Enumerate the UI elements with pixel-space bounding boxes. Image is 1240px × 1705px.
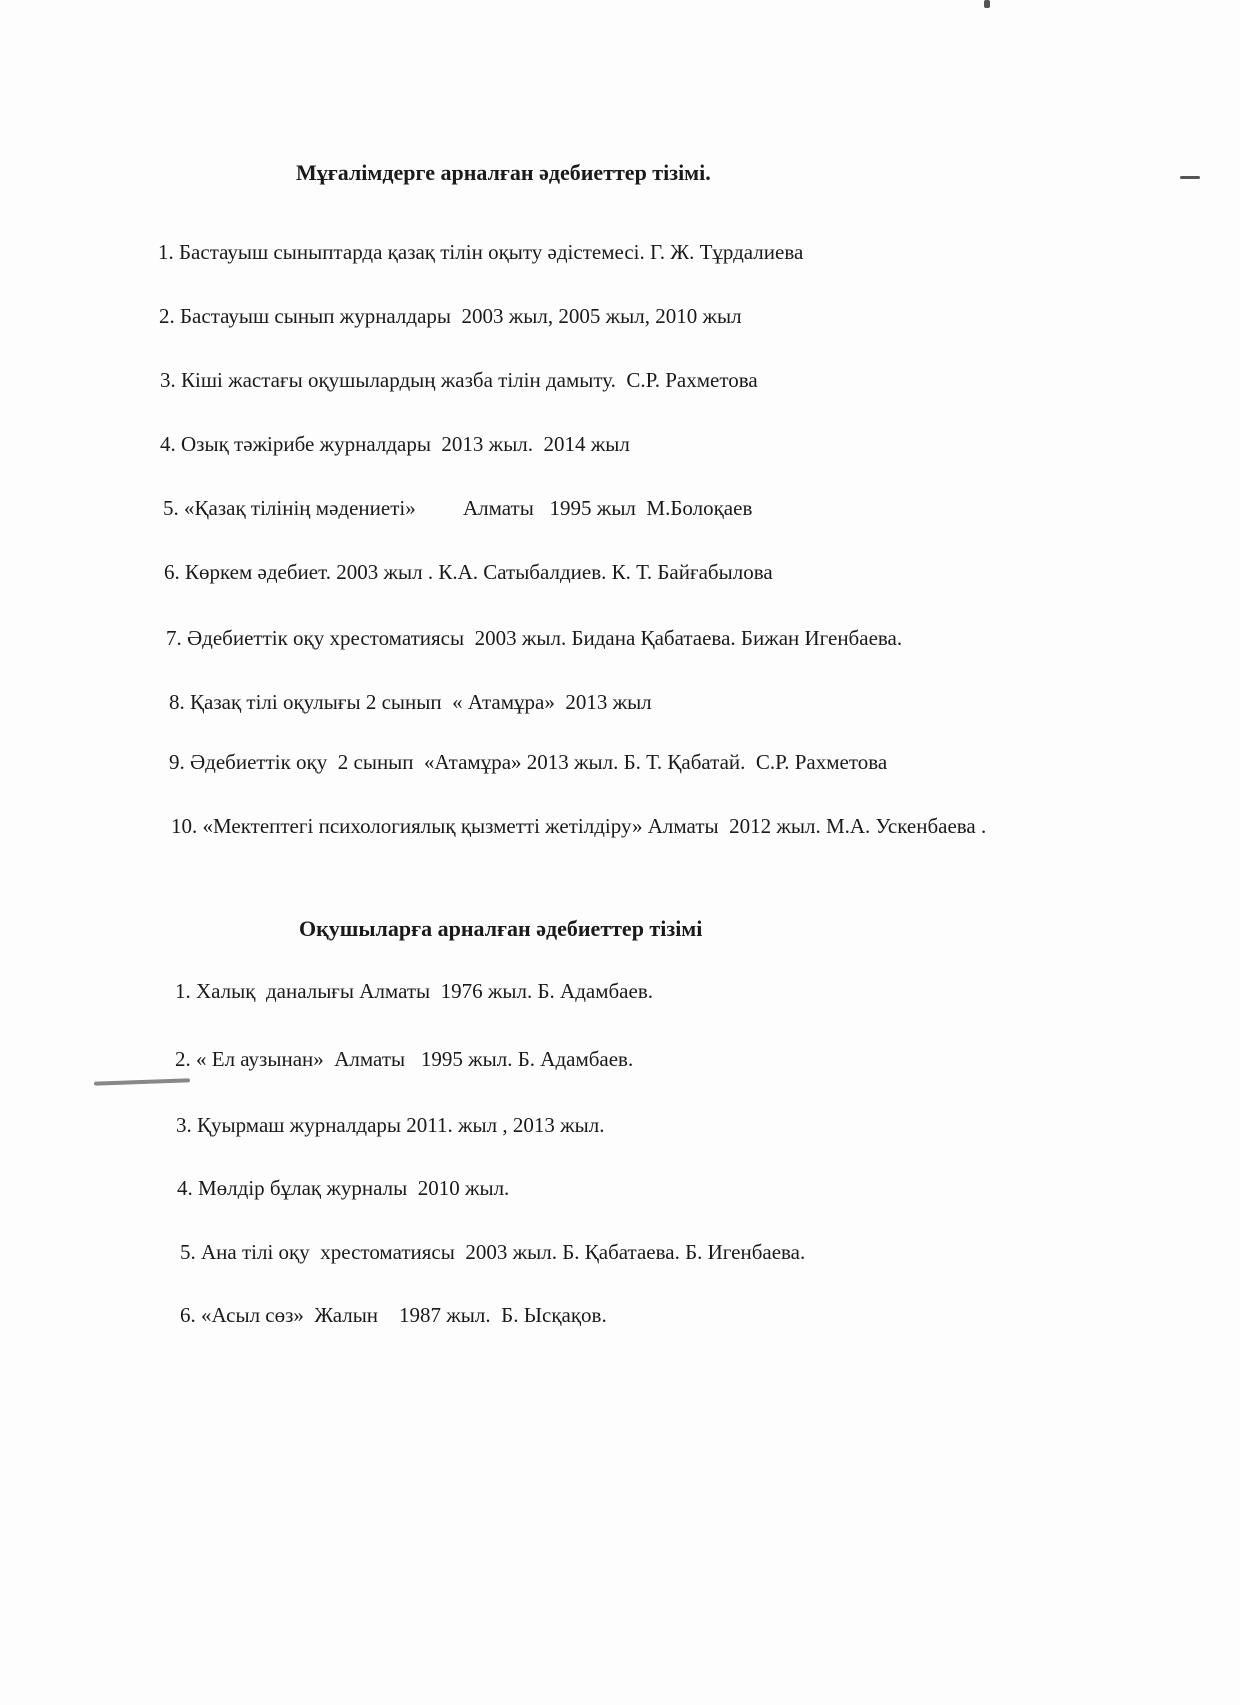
scan-smudge <box>94 1078 190 1085</box>
teachers-list-item-2: 2. Бастауыш сынып журналдары 2003 жыл, 2005 жыл, 2010 жыл <box>159 304 742 328</box>
teachers-list-item-3: 3. Кіші жастағы оқушылардың жазба тілін дамыту. С.Р. Рахметова <box>160 368 758 392</box>
teachers-list-title: Мұғалімдерге арналған әдебиеттер тізімі. <box>296 160 711 185</box>
teachers-list-item-1: 1. Бастауыш сыныптарда қазақ тілін оқыту әдістемесі. Г. Ж. Тұрдалиева <box>158 240 804 264</box>
teachers-list-item-10: 10. «Мектептегі психологиялық қызметті жетілдіру» Алматы 2012 жыл. М.А. Ускенбаева . <box>171 814 987 838</box>
scan-mark-top <box>984 0 990 8</box>
teachers-list-item-8: 8. Қазақ тілі оқулығы 2 сынып « Атамұра» 2013 жыл <box>169 690 652 714</box>
scan-mark-right <box>1180 176 1200 179</box>
students-list-item-4: 4. Мөлдір бұлақ журналы 2010 жыл. <box>177 1176 510 1200</box>
teachers-list-item-7: 7. Әдебиеттік оқу хрестоматиясы 2003 жыл. Бидана Қабатаева. Бижан Игенбаева. <box>166 626 903 650</box>
teachers-list-item-5: 5. «Қазақ тілінің мәдениеті» Алматы 1995 жыл М.Болоқаев <box>163 496 753 520</box>
teachers-list-item-4: 4. Озық тәжірибе журналдары 2013 жыл. 2014 жыл <box>160 432 630 456</box>
students-list-title: Оқушыларға арналған әдебиеттер тізімі <box>299 916 703 941</box>
students-list-item-1: 1. Халық даналығы Алматы 1976 жыл. Б. Адамбаев. <box>175 979 653 1003</box>
teachers-list-item-6: 6. Көркем әдебиет. 2003 жыл . К.А. Сатыбалдиев. К. Т. Байғабылова <box>164 560 773 584</box>
students-list-item-6: 6. «Асыл сөз» Жалын 1987 жыл. Б. Ысқақов. <box>180 1303 607 1327</box>
students-list-item-3: 3. Қуырмаш журналдары 2011. жыл , 2013 жыл. <box>176 1113 605 1137</box>
students-list-item-2: 2. « Ел аузынан» Алматы 1995 жыл. Б. Адамбаев. <box>175 1047 634 1071</box>
teachers-list-item-9: 9. Әдебиеттік оқу 2 сынып «Атамұра» 2013 жыл. Б. Т. Қабатай. С.Р. Рахметова <box>169 750 888 774</box>
students-list-item-5: 5. Ана тілі оқу хрестоматиясы 2003 жыл. Б. Қабатаева. Б. Игенбаева. <box>180 1240 806 1264</box>
